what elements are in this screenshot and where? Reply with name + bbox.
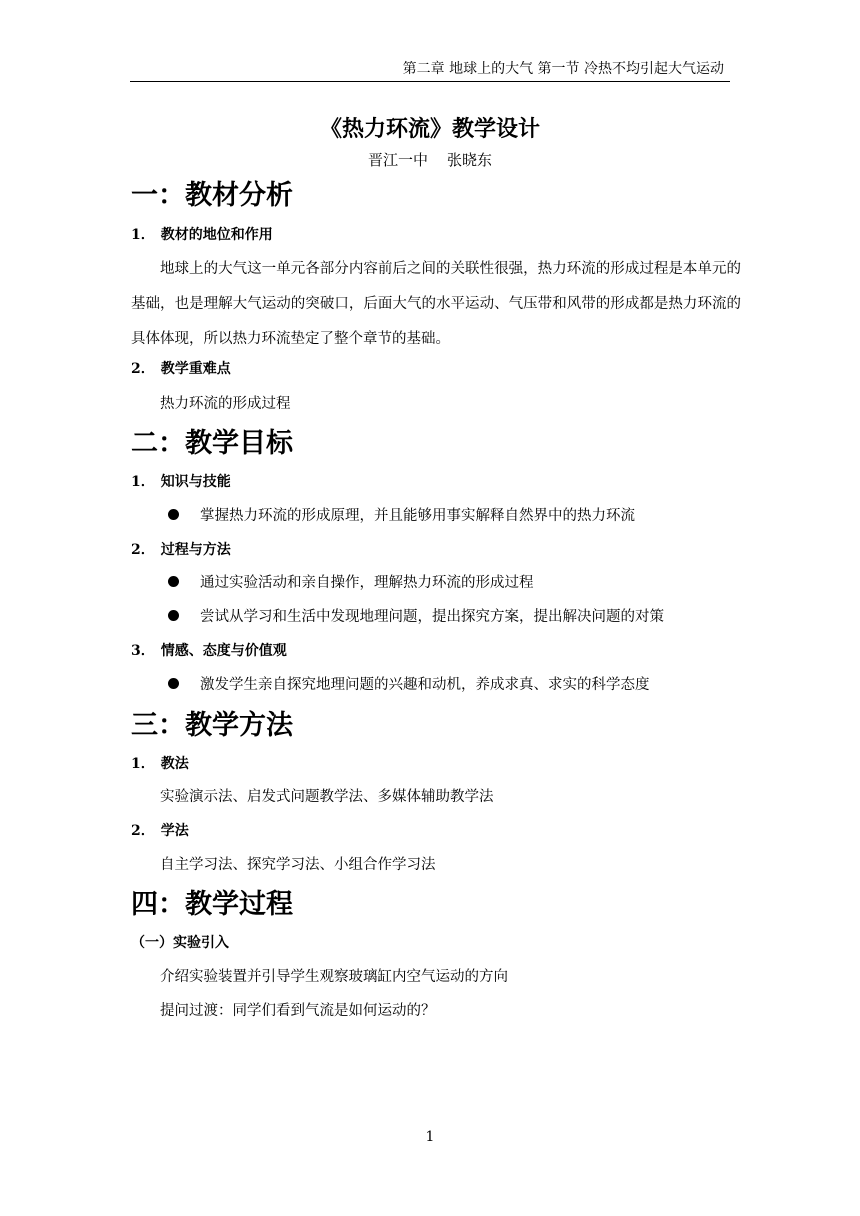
- bullet-text: 尝试从学习和生活中发现地理问题，提出探究方案，提出解决问题的对策: [200, 609, 664, 625]
- bullet-text: 通过实验活动和亲自操作，理解热力环流的形成过程: [200, 575, 534, 591]
- learning-method-text: 自主学习法、探究学习法、小组合作学习法: [160, 857, 436, 873]
- subheading-knowledge-skills: [131, 473, 231, 491]
- subheading-number: 1．: [131, 756, 155, 772]
- section-heading-teaching-process: 四：教学过程: [131, 889, 293, 920]
- key-points-text: 热力环流的形成过程: [160, 396, 291, 412]
- subheading-number: 1．: [131, 474, 155, 490]
- author-line: 晋江一中 张晓东: [367, 151, 493, 169]
- subheading-number: 2．: [131, 542, 155, 558]
- subheading-number: 2．: [131, 361, 155, 377]
- running-header: 第二章 地球上的大气 第一节 冷热不均引起大气运动: [130, 60, 730, 82]
- page-number: 1: [425, 1129, 435, 1145]
- bullet-text: 激发学生亲自探究地理问题的兴趣和动机，养成求真、求实的科学态度: [200, 677, 650, 693]
- subheading-key-points: [131, 360, 231, 378]
- subheading-label: 教材的地位和作用: [160, 227, 273, 243]
- bullet-item: [168, 607, 664, 627]
- section-heading-teaching-methods: 三：教学方法: [131, 710, 293, 741]
- process-line: 提问过渡：同学们看到气流是如何运动的？: [160, 1003, 436, 1019]
- paragraph-role: 地球上的大气这一单元各部分内容前后之间的关联性很强，热力环流的形成过程是本单元的基础，也是理解大气运动的突破口，后面大气的水平运动、气压带和风带的形成都是热力环流的具体体现，所以热力环流垫定了整个章节的基础。: [131, 261, 741, 347]
- bullet-dot-icon: [168, 576, 179, 587]
- subheading-label: 知识与技能: [160, 474, 231, 490]
- subheading-attitudes-values: [131, 642, 287, 660]
- process-line: 介绍实验装置并引导学生观察玻璃缸内空气运动的方向: [160, 969, 508, 985]
- subheading-label: 过程与方法: [160, 542, 231, 558]
- bullet-dot-icon: [168, 509, 179, 520]
- subheading-role: [131, 226, 273, 244]
- bullet-item: [168, 573, 534, 593]
- document-title: 《热力环流》教学设计: [319, 117, 540, 142]
- section-heading-textbook-analysis: 一：教材分析: [131, 180, 293, 211]
- bullet-item: [168, 675, 650, 695]
- subheading-label: 情感、态度与价值观: [160, 643, 287, 659]
- subheading-number: 3．: [131, 643, 155, 659]
- bullet-text: 掌握热力环流的形成原理，并且能够用事实解释自然界中的热力环流: [200, 508, 635, 524]
- subheading-number: 1．: [131, 227, 155, 243]
- subheading-label: 教学重难点: [160, 361, 231, 377]
- subheading-label: 学法: [160, 823, 189, 839]
- subheading-process-methods: [131, 541, 231, 559]
- subheading-label: 教法: [160, 756, 189, 772]
- subheading-learning-method: [131, 822, 189, 840]
- subheading-teaching-method: [131, 755, 189, 773]
- subheading-experiment-intro: （一）实验引入: [131, 935, 229, 951]
- bullet-dot-icon: [168, 678, 179, 689]
- bullet-dot-icon: [168, 610, 179, 621]
- section-heading-teaching-goals: 二：教学目标: [131, 428, 293, 459]
- teaching-method-text: 实验演示法、启发式问题教学法、多媒体辅助教学法: [160, 789, 494, 805]
- bullet-item: [168, 506, 635, 526]
- subheading-number: 2．: [131, 823, 155, 839]
